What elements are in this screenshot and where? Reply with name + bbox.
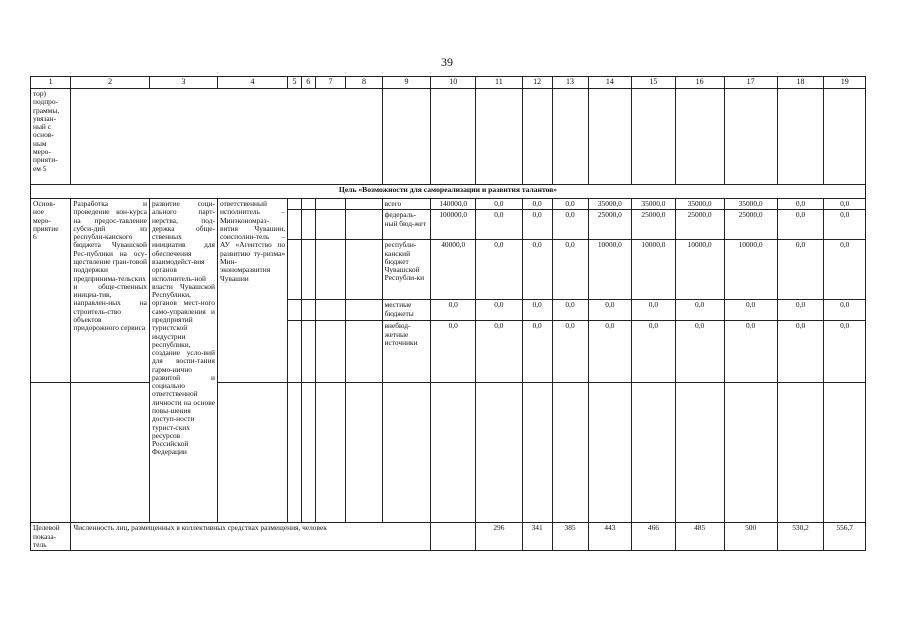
empty-cell bbox=[31, 383, 71, 523]
indicator-value: 296 bbox=[476, 523, 523, 551]
indicator-value: 443 bbox=[588, 523, 632, 551]
value-cell: 25000,0 bbox=[588, 210, 632, 240]
value-cell: 140000,0 bbox=[431, 199, 476, 210]
indicator-type: Целевой показа-тель bbox=[31, 523, 71, 551]
col-header: 8 bbox=[346, 77, 382, 89]
indicator-row bbox=[31, 523, 866, 551]
continuation-text: тор) подпро- граммы, увязан- ный с основ- ным меро- прияти- ем 5 bbox=[31, 89, 71, 185]
col-header: 2 bbox=[71, 77, 150, 89]
value-cell: 0,0 bbox=[552, 321, 588, 383]
empty-cell bbox=[824, 383, 866, 523]
col-header: 10 bbox=[431, 77, 476, 89]
empty-cell bbox=[431, 89, 476, 185]
col-header: 1 bbox=[31, 77, 71, 89]
col-header: 9 bbox=[382, 77, 431, 89]
empty-cell bbox=[71, 383, 150, 523]
empty-cell bbox=[315, 210, 346, 240]
empty-cell bbox=[588, 89, 632, 185]
empty-cell bbox=[588, 383, 632, 523]
value-cell: 0,0 bbox=[552, 210, 588, 240]
empty-cell bbox=[71, 89, 382, 185]
col-header: 13 bbox=[552, 77, 588, 89]
indicator-value: 500 bbox=[724, 523, 777, 551]
empty-cell bbox=[552, 383, 588, 523]
funding-source: местные бюджеты bbox=[382, 300, 431, 321]
empty-cell bbox=[288, 199, 302, 210]
empty-cell bbox=[288, 240, 302, 300]
empty-cell bbox=[724, 383, 777, 523]
value-cell: 25000,0 bbox=[675, 210, 724, 240]
empty-cell bbox=[632, 383, 676, 523]
col-header: 11 bbox=[476, 77, 523, 89]
value-cell: 25000,0 bbox=[724, 210, 777, 240]
goal-heading: Цель «Возможности для самореализации и развития талантов» bbox=[31, 185, 866, 199]
empty-cell bbox=[217, 383, 287, 523]
empty-cell bbox=[346, 300, 382, 321]
value-cell: 0,0 bbox=[522, 321, 552, 383]
empty-cell bbox=[632, 89, 676, 185]
col-header: 17 bbox=[724, 77, 777, 89]
value-cell: 10000,0 bbox=[724, 240, 777, 300]
value-cell: 0,0 bbox=[476, 300, 523, 321]
value-cell: 35000,0 bbox=[588, 199, 632, 210]
col-header: 18 bbox=[777, 77, 824, 89]
value-cell: 0,0 bbox=[824, 300, 866, 321]
value-cell: 0,0 bbox=[724, 300, 777, 321]
funding-source: всего bbox=[382, 199, 431, 210]
activity-task: развитие соци-ального парт-нерства, под-держка обще-ственных инициатив для обеспечения взаимодейст-вия органов исполнитель-ной власти Чувашской Республики, органов мест-ного само-управления и предприятий туристской индустрии республики, создание усло-вий для воспи-тания гармо-нично развитой и социально ответственной личности на основе повы-шения доступ-ности турист-ских ресурсов Российской Федерации bbox=[149, 199, 217, 523]
value-cell: 0,0 bbox=[476, 321, 523, 383]
value-cell: 10000,0 bbox=[588, 240, 632, 300]
col-header: 6 bbox=[301, 77, 315, 89]
value-cell: 10000,0 bbox=[675, 240, 724, 300]
indicator-value: 556,7 bbox=[824, 523, 866, 551]
value-cell: 0,0 bbox=[431, 321, 476, 383]
goal-row bbox=[31, 185, 866, 199]
value-cell: 0,0 bbox=[431, 300, 476, 321]
value-cell: 35000,0 bbox=[724, 199, 777, 210]
empty-cell bbox=[346, 210, 382, 240]
empty-cell bbox=[431, 523, 476, 551]
col-header: 3 bbox=[149, 77, 217, 89]
empty-cell bbox=[346, 199, 382, 210]
empty-cell bbox=[476, 89, 523, 185]
value-cell: 0,0 bbox=[552, 199, 588, 210]
col-header: 16 bbox=[675, 77, 724, 89]
value-cell: 0,0 bbox=[824, 210, 866, 240]
empty-cell bbox=[777, 89, 824, 185]
empty-cell bbox=[301, 210, 315, 240]
value-cell: 0,0 bbox=[552, 300, 588, 321]
value-cell: 0,0 bbox=[588, 321, 632, 383]
value-cell: 35000,0 bbox=[675, 199, 724, 210]
value-cell: 0,0 bbox=[588, 300, 632, 321]
value-cell: 0,0 bbox=[476, 199, 523, 210]
col-header: 4 bbox=[217, 77, 287, 89]
indicator-text: Численность лиц, размещенных в коллективных средствах размещения, человек bbox=[71, 523, 431, 551]
value-cell: 40000,0 bbox=[431, 240, 476, 300]
empty-cell bbox=[288, 300, 302, 321]
empty-cell bbox=[315, 240, 346, 300]
value-cell: 0,0 bbox=[675, 321, 724, 383]
program-table bbox=[30, 76, 866, 551]
empty-cell bbox=[382, 89, 431, 185]
empty-cell bbox=[288, 210, 302, 240]
value-cell: 0,0 bbox=[824, 240, 866, 300]
value-cell: 0,0 bbox=[476, 210, 523, 240]
activity-responsible: ответственный исполнитель – Минэкономраз-вития Чувашии, соисполни-тель – АУ «Агентство по развитию ту-ризма» Мин-экономразвития Чувашии bbox=[217, 199, 287, 383]
indicator-value: 466 bbox=[632, 523, 676, 551]
col-header: 15 bbox=[632, 77, 676, 89]
empty-cell bbox=[675, 89, 724, 185]
value-cell: 0,0 bbox=[552, 240, 588, 300]
empty-cell bbox=[301, 300, 315, 321]
value-cell: 0,0 bbox=[675, 300, 724, 321]
indicator-value: 341 bbox=[522, 523, 552, 551]
value-cell: 0,0 bbox=[777, 240, 824, 300]
col-header: 14 bbox=[588, 77, 632, 89]
empty-cell bbox=[675, 383, 724, 523]
empty-cell bbox=[476, 383, 523, 523]
col-header: 5 bbox=[288, 77, 302, 89]
value-cell: 0,0 bbox=[522, 199, 552, 210]
empty-cell bbox=[301, 383, 315, 523]
empty-cell bbox=[288, 383, 302, 523]
activity-row bbox=[31, 199, 866, 210]
value-cell: 0,0 bbox=[777, 321, 824, 383]
empty-cell bbox=[315, 199, 346, 210]
continuation-row bbox=[31, 89, 866, 185]
value-cell: 0,0 bbox=[824, 199, 866, 210]
activity-type: Основ- ное меро- приятие 6 bbox=[31, 199, 71, 383]
col-header: 12 bbox=[522, 77, 552, 89]
value-cell: 0,0 bbox=[777, 300, 824, 321]
indicator-value: 385 bbox=[552, 523, 588, 551]
empty-cell bbox=[724, 89, 777, 185]
empty-cell bbox=[301, 199, 315, 210]
empty-cell bbox=[431, 383, 476, 523]
empty-cell bbox=[301, 321, 315, 383]
value-cell: 0,0 bbox=[632, 321, 676, 383]
value-cell: 0,0 bbox=[777, 199, 824, 210]
value-cell: 10000,0 bbox=[632, 240, 676, 300]
value-cell: 0,0 bbox=[522, 210, 552, 240]
empty-cell bbox=[522, 383, 552, 523]
empty-cell bbox=[346, 240, 382, 300]
empty-cell bbox=[382, 383, 431, 523]
empty-cell bbox=[315, 300, 346, 321]
activity-name: Разработка и проведение кон-курса на предос-тавление субси-дий из республи-канского бюджета Чувашской Рес-публики на осу-ществление гран-товой поддержки предпринима-тельских и обще-ственных инициа-тив, направлен-ных на строитель-ство объектов придорожного сервиса bbox=[71, 199, 150, 383]
value-cell: 100000,0 bbox=[431, 210, 476, 240]
value-cell: 35000,0 bbox=[632, 199, 676, 210]
value-cell: 0,0 bbox=[777, 210, 824, 240]
value-cell: 25000,0 bbox=[632, 210, 676, 240]
column-number-row bbox=[31, 77, 866, 89]
funding-source: республи-канский бюджет Чувашской Республи-ки bbox=[382, 240, 431, 300]
page-number: 39 bbox=[441, 55, 453, 69]
indicator-value: 485 bbox=[675, 523, 724, 551]
funding-source: внебюд-жетные источники bbox=[382, 321, 431, 383]
empty-cell bbox=[777, 383, 824, 523]
funding-source: федераль-ный бюд-жет bbox=[382, 210, 431, 240]
value-cell: 0,0 bbox=[824, 321, 866, 383]
empty-cell bbox=[288, 321, 302, 383]
empty-cell bbox=[346, 383, 382, 523]
empty-cell bbox=[315, 321, 346, 383]
value-cell: 0,0 bbox=[476, 240, 523, 300]
empty-cell bbox=[522, 89, 552, 185]
value-cell: 0,0 bbox=[522, 240, 552, 300]
value-cell: 0,0 bbox=[632, 300, 676, 321]
indicator-value: 530,2 bbox=[777, 523, 824, 551]
value-cell: 0,0 bbox=[522, 300, 552, 321]
empty-cell bbox=[315, 383, 346, 523]
col-header: 7 bbox=[315, 77, 346, 89]
col-header: 19 bbox=[824, 77, 866, 89]
empty-cell bbox=[301, 240, 315, 300]
empty-cell bbox=[346, 321, 382, 383]
value-cell: 0,0 bbox=[724, 321, 777, 383]
empty-cell bbox=[552, 89, 588, 185]
empty-cell bbox=[824, 89, 866, 185]
